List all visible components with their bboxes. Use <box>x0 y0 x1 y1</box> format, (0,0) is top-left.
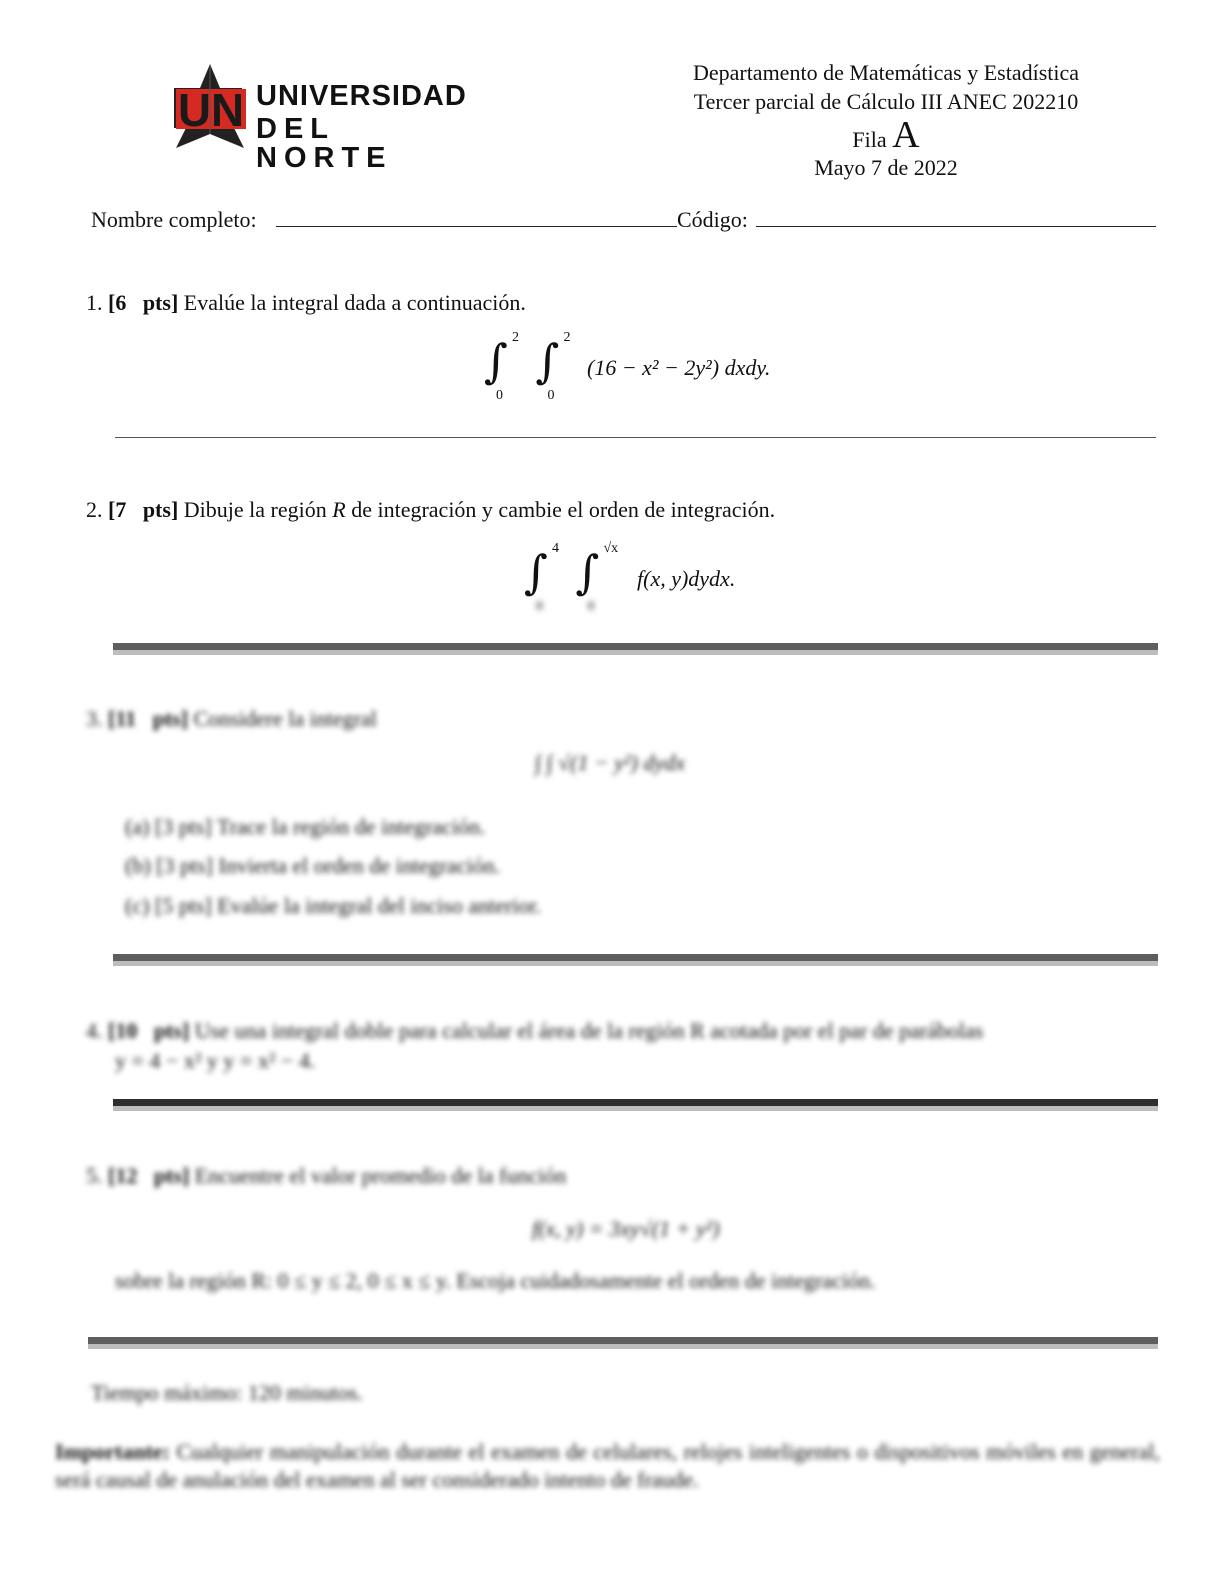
fila-value: A <box>892 114 920 156</box>
fila <box>620 116 1152 154</box>
q3-integral: ∫ ∫ √(1 − y²) dydx <box>535 750 686 775</box>
q3-points: [11 pts] <box>108 706 189 731</box>
q1-number: 1. <box>86 290 103 315</box>
exam-title: Tercer parcial de Cálculo III ANEC 202210 <box>693 89 1079 114</box>
question-4 <box>86 1018 983 1044</box>
q3-item-b: (b) [3 pts] Invierta el orden de integración. <box>125 853 501 878</box>
q2-integrand: f(x, y)dydx. <box>637 566 736 592</box>
section-divider <box>113 1099 1158 1111</box>
q2-text-a: Dibuje la región <box>183 497 333 522</box>
q2-region: R <box>332 497 346 522</box>
logo-line1: UNIVERSIDAD <box>256 80 467 112</box>
important-text: Cualquier manipulación durante el examen de celulares, relojes inteligentes o dispositivos móviles en general, será causal de anulación del examen al ser considerado intento de fraude. <box>55 1439 1160 1492</box>
integral-sign: ∫ 2 0 <box>484 330 519 403</box>
q2-points: [7 pts] <box>108 497 179 522</box>
q2-text-b: de integración y cambie el orden de integración. <box>345 497 776 522</box>
q1-integral <box>484 330 771 403</box>
logo-line2: DEL NORTE <box>256 113 393 174</box>
q2-integral <box>524 541 736 614</box>
q4-line2: y = 4 − x² y y = x² − 4. <box>115 1048 316 1073</box>
section-divider <box>113 643 1158 655</box>
question-5 <box>86 1163 566 1189</box>
time-limit: Tiempo máximo: 120 minutos. <box>91 1380 363 1405</box>
q4-points: [10 pts] <box>108 1018 190 1043</box>
q2-number: 2. <box>86 497 103 522</box>
q3-text: Considere la integral <box>193 706 377 731</box>
q3-item-c: (c) [5 pts] Evalúe la integral del inciso anterior. <box>125 893 542 918</box>
code-field[interactable] <box>756 226 1156 227</box>
q1-integrand: (16 − x² − 2y²) dxdy. <box>587 355 771 381</box>
q3-number: 3. <box>86 706 103 731</box>
q5-points: [12 pts] <box>108 1163 190 1188</box>
q5-number: 5. <box>86 1163 103 1188</box>
q4-number: 4. <box>86 1018 103 1043</box>
question-1 <box>86 290 526 316</box>
q5-region-line: sobre la región R: 0 ≤ y ≤ 2, 0 ≤ x ≤ y. Escoja cuidadosamente el orden de integración. <box>115 1268 876 1293</box>
section-divider <box>88 1337 1158 1349</box>
integral-sign: ∫ 2 0 <box>535 330 571 403</box>
integral-sign: ∫ 4 0 <box>524 541 559 614</box>
department: Departamento de Matemáticas y Estadística <box>692 60 1080 85</box>
q5-text: Encuentre el valor promedio de la función <box>194 1163 567 1188</box>
name-field[interactable] <box>276 226 677 227</box>
answer-divider <box>115 437 1156 438</box>
q4-line1: Use una integral doble para calcular el área de la región R acotada por el par de parábolas <box>194 1018 984 1043</box>
q1-points: [6 pts] <box>108 290 179 315</box>
q1-text: Evalúe la integral dada a continuación. <box>183 290 526 315</box>
question-2 <box>86 497 775 523</box>
q3-item-a: (a) [3 pts] Trace la región de integración. <box>125 814 486 839</box>
name-label: Nombre completo: <box>91 207 257 232</box>
important-notice <box>55 1438 1160 1494</box>
university-logo <box>172 62 482 174</box>
svg-text:UN: UN <box>178 84 244 136</box>
fila-label: Fila <box>852 127 887 152</box>
question-3 <box>86 706 377 732</box>
integral-sign: ∫ √x 0 <box>575 541 619 614</box>
exam-date: Mayo 7 de 2022 <box>814 155 958 180</box>
section-divider <box>113 954 1158 966</box>
important-label: Importante: <box>55 1439 170 1464</box>
q5-formula: f(x, y) = 3xy√(1 + y²) <box>532 1216 720 1241</box>
code-label: Código: <box>677 207 748 232</box>
exam-header <box>620 0 1152 200</box>
